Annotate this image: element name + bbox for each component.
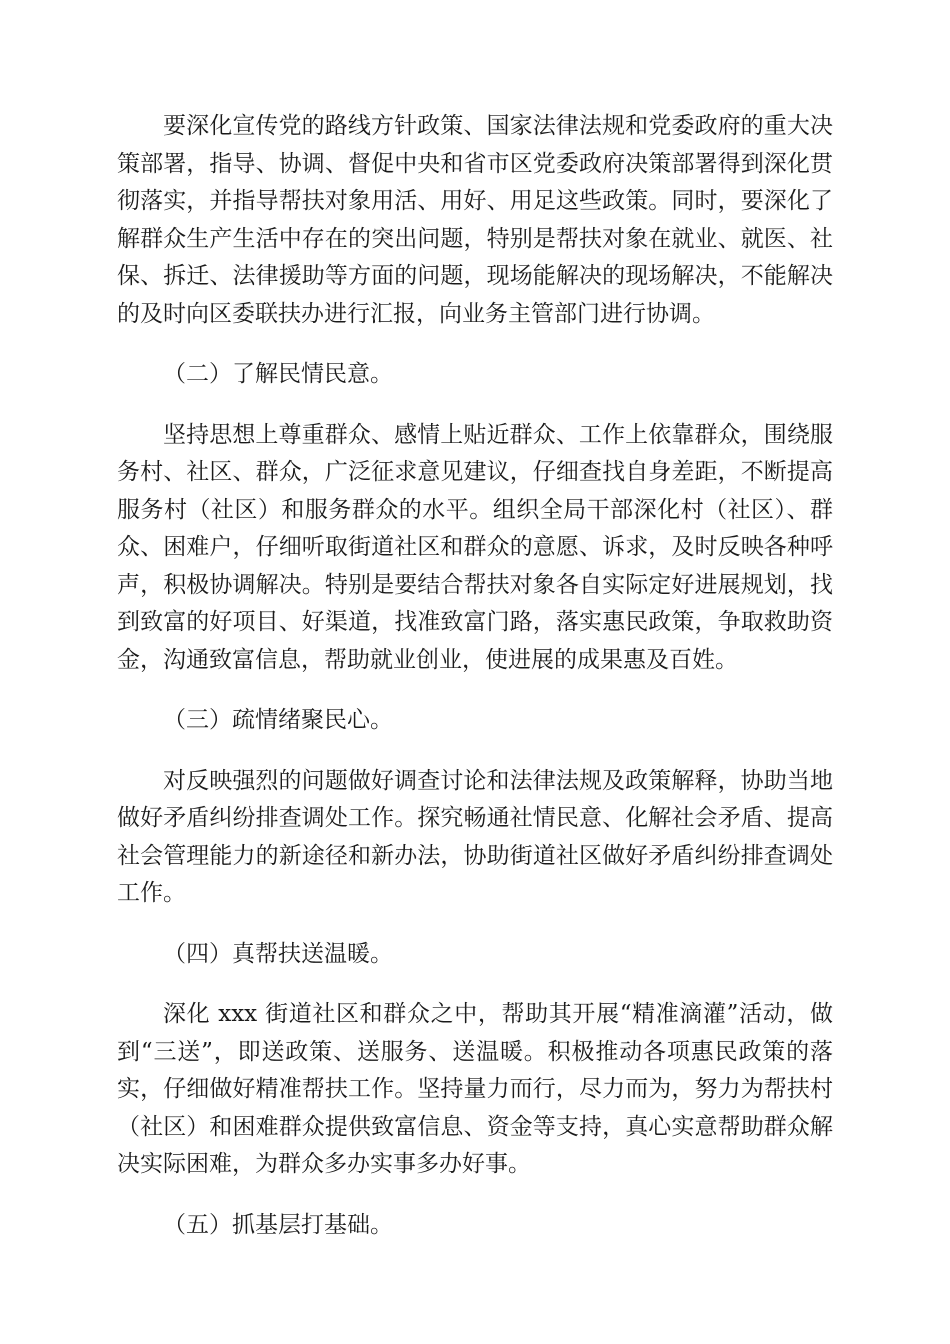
paragraph-gap: [117, 679, 833, 702]
document-body: [117, 108, 833, 1244]
paragraph-gap: [117, 1184, 833, 1207]
section-heading-5: （五）抓基层打基础。: [163, 1211, 393, 1238]
section-heading-3: （三）疏情绪聚民心。: [163, 707, 393, 733]
paragraph-gap: [117, 973, 833, 996]
paragraph-gap: [117, 913, 833, 936]
paragraph-gap: [117, 394, 833, 417]
paragraph-policy-promotion: 要深化宣传党的路线方针政策、国家法律法规和党委政府的重大决策部署，指导、协调、督促中央和省市区党委政府决策部署得到深化贯彻落实，并指导帮扶对象用活、用好、用足这些政策。同时，要深化了解群众生产生活中存在的突出问题，特别是帮扶对象在就业、就医、社保、拆迁、法律援助等方面的问题，现场能解决的现场解决，不能解决的及时向区委联扶办进行汇报，向业务主管部门进行协调。: [117, 113, 833, 327]
paragraph-assistance: 深化 xxx 街道社区和群众之中，帮助其开展“精准滴灌”活动，做到“三送”，即送政策、送服务、送温暖。积极推动各项惠民政策的落实，仔细做好精准帮扶工作。坚持量力而行，尽力而为，努力为帮扶村（社区）和困难群众提供致富信息、资金等支持，真心实意帮助群众解决实际困难，为群众多办实事多办好事。: [117, 1001, 833, 1177]
paragraph-public-opinion: 坚持思想上尊重群众、感情上贴近群众、工作上依靠群众，围绕服务村、社区、群众，广泛征求意见建议，仔细查找自身差距，不断提高服务村（社区）和服务群众的水平。组织全局干部深化村（社区）、群众、困难户，仔细听取街道社区和群众的意愿、诉求，及时反映各种呼声，积极协调解决。特别是要结合帮扶对象各自实际定好进展规划，找到致富的好项目、好渠道，找准致富门路，落实惠民政策，争取救助资金，沟通致富信息，帮助就业创业，使进展的成果惠及百姓。: [117, 421, 833, 673]
section-heading-4: （四）真帮扶送温暖。: [163, 940, 393, 967]
paragraph-gap: [117, 740, 833, 763]
paragraph-gap: [117, 333, 833, 356]
paragraph-dispute-resolution: 对反映强烈的问题做好调查讨论和法律法规及政策解释，协助当地做好矛盾纠纷排查调处工作。探究畅通社情民意、化解社会矛盾、提高社会管理能力的新途径和新办法，协助街道社区做好矛盾纠纷排查调处工作。: [117, 767, 833, 906]
section-heading-2: （二）了解民情民意。: [163, 361, 393, 387]
